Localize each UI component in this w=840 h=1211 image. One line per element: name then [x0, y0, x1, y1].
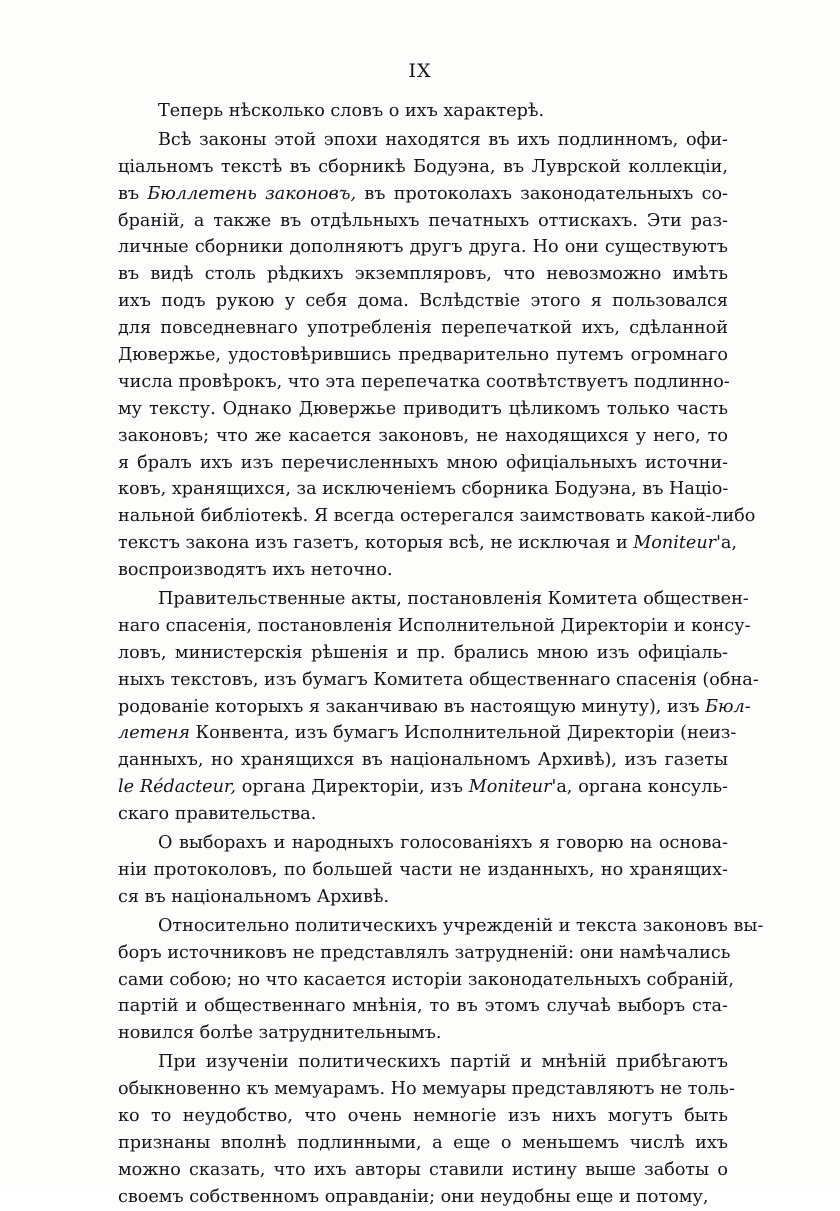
text-run: боръ источниковъ не представлялъ затрудненій: они намѣчались: [118, 942, 731, 963]
text-run: Конвента, изъ бумагъ Исполнительной Директоріи (неиз-: [189, 723, 737, 744]
text-line: [118, 208, 728, 235]
text-line: [118, 261, 728, 288]
text-run: ловъ, министерскія рѣшенія и пр. брались мною изъ офиціаль-: [118, 642, 728, 663]
paragraph: [118, 830, 728, 911]
text-run: О выборахъ и народныхъ голосованіяхъ я говорю на основа-: [158, 833, 728, 854]
italic-run: летеня: [118, 723, 190, 744]
text-line: [118, 98, 728, 125]
text-run: наго спасенія, постановленія Исполнительной Директоріи и консу-: [118, 615, 751, 636]
italic-run: Moniteur: [468, 777, 552, 798]
text-run: Теперь нѣсколько словъ о ихъ характерѣ.: [158, 101, 545, 121]
text-line: [118, 1184, 728, 1211]
text-line: [118, 288, 728, 315]
text-run: Относительно политическихъ учрежденій и текста законовъ вы-: [158, 915, 764, 936]
text-run: сами собою; но что касается исторіи законодательныхъ собраній,: [118, 969, 735, 990]
text-line: [118, 967, 735, 994]
text-run: браній, а также въ отдѣльныхъ печатныхъ оттискахъ. Эти раз-: [118, 210, 728, 231]
text-line: [118, 640, 728, 667]
text-run: ся въ національномъ Архивѣ.: [118, 886, 390, 907]
text-run: законовъ; что же касается законовъ, не находящихся у него, то: [118, 425, 728, 446]
text-line: [118, 1103, 728, 1130]
text-line: [118, 830, 728, 857]
text-run: партій и общественнаго мнѣнія, то въ этомъ случаѣ выборъ ста-: [118, 996, 728, 1017]
text-line: [118, 557, 728, 584]
italic-run: le Rédacteur,: [118, 777, 236, 798]
text-run: числа провѣрокъ, что эта перепечатка соотвѣтствуетъ подлинно-: [118, 371, 730, 392]
text-line: [118, 396, 728, 423]
text-line: [118, 127, 728, 154]
text-line: [118, 476, 728, 503]
text-run: ныхъ текстовъ, изъ бумагъ Комитета общественнаго спасенія (обна-: [118, 669, 759, 690]
text-line: [118, 1076, 735, 1103]
text-line: [118, 747, 728, 774]
text-line: [118, 993, 728, 1020]
text-run: воспроизводятъ ихъ неточно.: [118, 560, 393, 581]
italic-run: Бюллетень законовъ,: [147, 183, 357, 204]
text-line: [118, 342, 728, 369]
text-run: обыкновенно къ мемуарамъ. Но мемуары представляютъ не толь-: [118, 1079, 735, 1100]
text-line: [118, 181, 728, 208]
text-run: При изученіи политическихъ партій и мнѣній прибѣгаютъ: [158, 1052, 728, 1073]
text-line: [118, 720, 737, 747]
text-run: въ протоколахъ законодательныхъ со-: [356, 183, 728, 204]
text-run: признаны вполнѣ подлинными, а еще о меньшемъ числѣ ихъ: [118, 1132, 728, 1153]
text-line: [118, 1130, 728, 1157]
text-line: [118, 1049, 728, 1076]
text-run: Правительственные акты, постановленія Комитета обществен-: [158, 589, 749, 610]
text-run: 'a, органа консуль-: [551, 777, 728, 798]
text-line: [118, 450, 728, 477]
text-line: [118, 234, 728, 261]
text-run: органа Директоріи, изъ: [235, 777, 469, 798]
text-line: [118, 1020, 728, 1047]
text-run: родованіе которыхъ я заканчиваю въ настоящую минуту), изъ: [118, 696, 706, 717]
body-text: [118, 98, 764, 1211]
text-run: своемъ собственномъ оправданіи; они неудобны еще и потому,: [118, 1186, 709, 1207]
text-line: [118, 694, 751, 721]
text-run: личные сборники дополняютъ другъ друга. Но они существуютъ: [118, 237, 728, 258]
text-run: 'a,: [716, 533, 738, 554]
text-run: ко то неудобство, что очень немногіе изъ нихъ могутъ быть: [118, 1105, 728, 1126]
text-run: ихъ подъ рукою у себя дома. Вслѣдствіе этого я пользовался: [118, 291, 728, 312]
text-run: нальной библіотекѣ. Я всегда остерегался заимствовать какой-либо: [118, 506, 756, 527]
text-run: ніи протоколовъ, по большей части не изданныхъ, но хранящих-: [118, 859, 728, 880]
text-run: для повседневнаго употребленія перепечаткой ихъ, сдѣланной: [118, 318, 728, 339]
text-line: [118, 1157, 728, 1184]
text-line: [118, 423, 728, 450]
text-run: въ: [118, 183, 148, 204]
paragraph: [118, 1049, 735, 1210]
paragraph: [118, 586, 759, 828]
text-run: ковъ, хранящихся, за исключеніемъ сборника Бодуэна, въ Націо-: [118, 479, 729, 500]
paragraph: [118, 127, 756, 584]
text-line: [118, 503, 756, 530]
text-line: [118, 774, 728, 801]
text-line: [118, 369, 728, 396]
text-run: въ видѣ столь рѣдкихъ экземпляровъ, что невозможно имѣть: [118, 264, 728, 285]
text-line: [118, 940, 731, 967]
text-run: новился болѣе затруднительнымъ.: [118, 1023, 442, 1044]
text-run: му тексту. Однако Дювержье приводитъ цѣликомъ только часть: [118, 398, 728, 419]
text-run: можно сказать, что ихъ авторы ставили истину выше заботы о: [118, 1159, 728, 1180]
text-run: данныхъ, но хранящихся въ національномъ Архивѣ), изъ газеты: [118, 750, 728, 771]
italic-run: Moniteur: [633, 533, 717, 554]
text-line: [118, 801, 728, 828]
text-run: Всѣ законы этой эпохи находятся въ ихъ подлинномъ, офи-: [158, 129, 728, 150]
italic-run: Бюл-: [705, 696, 751, 717]
text-line: [118, 586, 749, 613]
text-line: [118, 613, 751, 640]
text-line: [118, 913, 764, 940]
text-line: [118, 884, 728, 911]
text-run: текстъ закона изъ газетъ, которыя всѣ, не исключая и: [118, 533, 634, 554]
paragraph: [118, 913, 764, 1047]
text-line: [118, 857, 728, 884]
text-line: [118, 530, 738, 557]
text-line: [118, 667, 759, 694]
text-run: Дювержье, удостовѣрившись предварительно путемъ огромнаго: [118, 345, 728, 366]
page-number: IX: [408, 60, 432, 82]
text-line: [118, 154, 728, 181]
paragraph: [118, 98, 728, 125]
text-run: ціальномъ текстѣ въ сборникѣ Бодуэна, въ Луврской коллекціи,: [118, 156, 728, 177]
text-line: [118, 315, 728, 342]
text-run: скаго правительства.: [118, 804, 317, 825]
text-run: я бралъ ихъ изъ перечисленныхъ мною офиціальныхъ источни-: [118, 452, 728, 473]
